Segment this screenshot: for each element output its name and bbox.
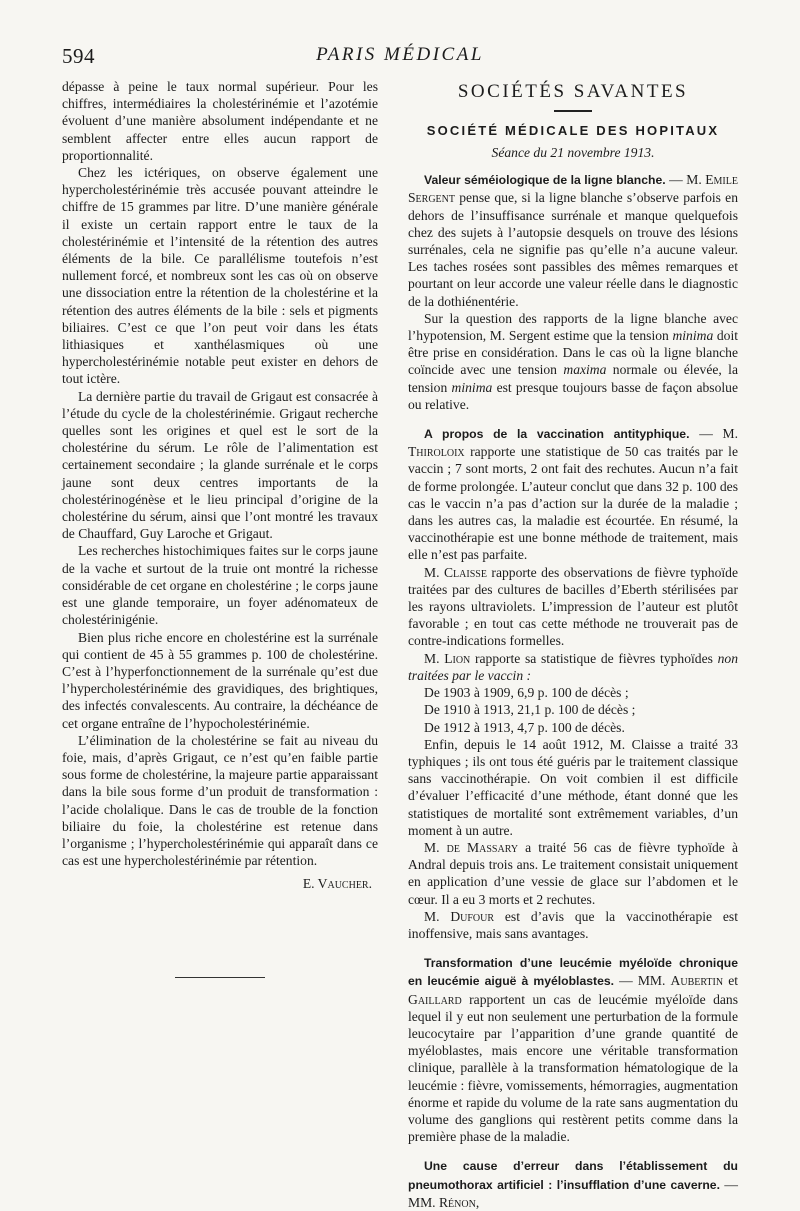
dash: — MM. xyxy=(614,973,671,989)
author-name: Aubertin xyxy=(670,973,724,989)
text-run: et xyxy=(723,973,738,989)
text-run: M. xyxy=(424,564,444,580)
paragraph: La dernière partie du travail de Grigaut est consacrée à l’étude du cycle de la cholestérinémie. Grigaut recherche quelles sont les origines et quel est le sort de la cholestérine du sérum. Le rôle de l’alimentation est certainement secondaire ; la glande surrénale et le corps jaune sont deux centres importants de la cholestérinogénèse et le lieu principal d’origine de la cholestérine du sérum, ainsi que l’ont montré les travaux de Chauffard, Guy Laroche et Grigaut. xyxy=(62,388,378,542)
paragraph xyxy=(408,839,738,908)
article-ligne-blanche xyxy=(408,171,738,310)
paragraph xyxy=(408,564,738,650)
paragraph: Enfin, depuis le 14 août 1912, M. Claisse a traité 33 typhiques ; ils ont tous été guéris par le traitement classique sans vaccinothérapie. On voit combien il est difficile d’évaluer l’efficacité d’une méthode, étant donné que les statistiques de mortalité sont extrêmement variables, d’un moment à un autre. xyxy=(408,736,738,838)
session-date: Séance du 21 novembre 1913. xyxy=(491,145,655,160)
article-pneumothorax xyxy=(408,1157,738,1211)
title-rule xyxy=(554,110,592,112)
article-heading: Valeur séméiologique de la ligne blanche. xyxy=(424,173,666,188)
author-name: Gaillard xyxy=(408,991,462,1007)
column-end-rule xyxy=(175,977,265,978)
author-name: Emile Sergent xyxy=(408,172,738,206)
statistic-line: De 1910 à 1913, 21,1 p. 100 de décès ; xyxy=(424,702,636,718)
society-heading: SOCIÉTÉ MÉDICALE DES HOPITAUX xyxy=(426,123,720,138)
text-run: rapporte sa statistique de fièvres typhoïdes xyxy=(470,650,718,666)
author-name: Claisse xyxy=(443,564,487,580)
author-name: Dufour xyxy=(450,908,495,924)
text-run: est presque toujours basse de façon absolue ou relative. xyxy=(408,379,738,412)
left-column xyxy=(62,78,378,978)
text-run: , xyxy=(475,1194,480,1210)
article-leucemie xyxy=(408,954,738,1145)
paragraph xyxy=(408,650,738,684)
paragraph: Les recherches histochimiques faites sur le corps jaune de la vache et surtout de la truie ont montré la richesse considérable de cet organe en cholestérine ; le corps jaune est une glande temporaire, un foyer adénomateux de cholestérinigénie. xyxy=(62,543,378,628)
statistic-line: De 1912 à 1913, 4,7 p. 100 de décès. xyxy=(424,719,625,735)
text-run: a traité 56 cas de fièvre typhoïde à Andral depuis trois ans. Le traitement consistait uniquement en application d’une vessie de glace sur l’abdomen et le cœur. Il a eu 3 morts et 2 rechutes. xyxy=(408,839,738,907)
dash: — MM. xyxy=(408,1176,738,1210)
text-run: M. xyxy=(424,908,451,924)
text-run: Sur la question des rapports de la ligne blanche avec l’hypotension, M. Sergent estime que la tension xyxy=(408,310,738,344)
text-run: rapporte des observations de fièvre typhoïde traitées par des cultures de bacilles d’Eberth stérilisées par les rayons ultraviolets. L’impression de l’auteur est plutôt favorable ; en tout cas cette méthode ne trouverait pas de contre-indications formelles. xyxy=(408,564,739,649)
paragraph: dépasse à peine le taux normal supérieur. Pour les chiffres, intermédiaires la cholestérinémie et l’azotémie évoluent d’une manière absolument indépendante et ne semblent affecter entre elles aucun rapport de proportionnalité. xyxy=(62,79,378,163)
dash: — M. xyxy=(689,426,738,442)
statistic-line: De 1903 à 1909, 6,9 p. 100 de décès ; xyxy=(424,685,629,701)
right-column xyxy=(408,78,738,1211)
text-run: minima xyxy=(672,328,714,344)
text-run: non traitées par le vaccin : xyxy=(408,650,739,683)
paragraph: L’élimination de la cholestérine se fait au niveau du foie, mais, d’après Grigaut, ce n’est qu’en faible partie sous forme de cholestérine, la majeure partie apparaissant dans la bile sous forme d’un produit de transformation : l’acide cholalique. Dans le cas de trouble de la fonction biliaire du foie, la cholestérine est retenue dans l’organisme ; l’hypercholestérinémie qui apparaît dans ce cas est une hypercholestérinémie par rétention. xyxy=(62,732,378,869)
author-name: Lion xyxy=(444,650,471,666)
author-name: de Massary xyxy=(446,839,519,855)
text-run: est d’avis que la vaccinothérapie est inoffensive, mais sans avantages. xyxy=(408,908,738,941)
text-run: M. xyxy=(424,839,447,855)
text-run: minima xyxy=(451,379,493,395)
article-heading: Une cause d’erreur dans l’établissement du pneumothorax artificiel : l’insufflation d’une caverne. xyxy=(408,1159,738,1192)
text-run: doit être prise en considération. Dans le cas où la ligne blanche coïncide avec une tension xyxy=(408,328,739,378)
article-text: rapporte une statistique de 50 cas traités par le vaccin ; 7 sont morts, 2 ont fait des rechutes. Aucun n’a fait de forme prolongée. L’auteur conclut que dans 32 p. 100 des cas le vaccin n’a pas d’action sur la durée de la maladie ; dans les autres cas, la maladie est écourtée. En résumé, la vaccinothérapie est une bonne méthode de traitement, mais elle n’est pas parfaite. xyxy=(408,444,738,563)
text-run: maxima xyxy=(563,362,607,378)
paragraph xyxy=(408,908,738,942)
running-title: PARIS MÉDICAL xyxy=(316,44,484,65)
article-text: rapportent un cas de leucémie myéloïde dans lequel il y eut non seulement une perturbation de la formule leucocytaire par l’apparition d’une grande quantité de myéloblastes, mais encore une véritable transformation clinique, parallèle à la transformation hématologique de la leucémie : fièvre, vomissements, hémorragies, augmentation énorme et rapide du volume de la rate sans augmentation du volume des ganglions qui restèrent petits comme dans la première phase de la maladie. xyxy=(408,991,738,1145)
author-signature: E. Vaucher. xyxy=(302,876,372,892)
article-heading: Transformation d’une leucémie myéloïde chronique en leucémie aiguë à myéloblastes. xyxy=(408,956,738,989)
dash: — M. xyxy=(665,172,706,188)
page-number: 594 xyxy=(62,44,95,68)
article-text: pense que, si la ligne blanche s’observe parfois en dehors de l’insuffisance surrénale et manque quelquefois chez des sujets à l’autopsie desquels on trouve des lésions surrénales, cela ne signifie pas qu’elle n’a aucune valeur. Les taches rosées sont passibles des mêmes remarques et pourtant on leur accorde une valeur réelle dans le diagnostic de la dothiénentérie. xyxy=(408,190,738,309)
paragraph: Bien plus riche encore en cholestérine est la surrénale qui contient de 45 à 55 grammes p. 100 de cholestérine. C’est à l’hyperfonctionnement de la surrénale qu’est due l’hypercholestérinémie des gravidiques, des brightiques, des infectés convalescents. Au contraire, la déchéance de cet organe entraîne de l’hypocholestérinémie. xyxy=(62,629,378,731)
author-name: Thiroloix xyxy=(408,444,465,460)
paragraph: Chez les ictériques, on observe également une hypercholestérinémie très accusée pouvant atteindre le chiffre de 15 grammes par litre. D’une manière générale il existe un certain rapport entre le taux de la cholestérinémie et l’intensité de la rétention des autres éléments de la bile. Ce parallélisme toutefois n’est nullement forcé, et nombreux sont les cas où on observe une dissociation entre la rétention de la cholestérine et la rétention des autres éléments de la bile : sels et pigments biliaires. C’est ce que l’on peut voir dans les états lithiasiques et xanthélasmiques où une hypercholestérinémie notable peut exister en dehors de tout ictère. xyxy=(62,165,378,387)
article-heading: A propos de la vaccination antityphique. xyxy=(424,427,690,442)
author-name: Rénon xyxy=(438,1194,476,1210)
text-run: normale ou élevée, la tension xyxy=(408,362,738,395)
paragraph xyxy=(408,310,738,413)
section-title: SOCIÉTÉS SAVANTES xyxy=(457,81,689,102)
article-vaccination xyxy=(408,425,738,564)
text-run: M. xyxy=(424,650,445,666)
